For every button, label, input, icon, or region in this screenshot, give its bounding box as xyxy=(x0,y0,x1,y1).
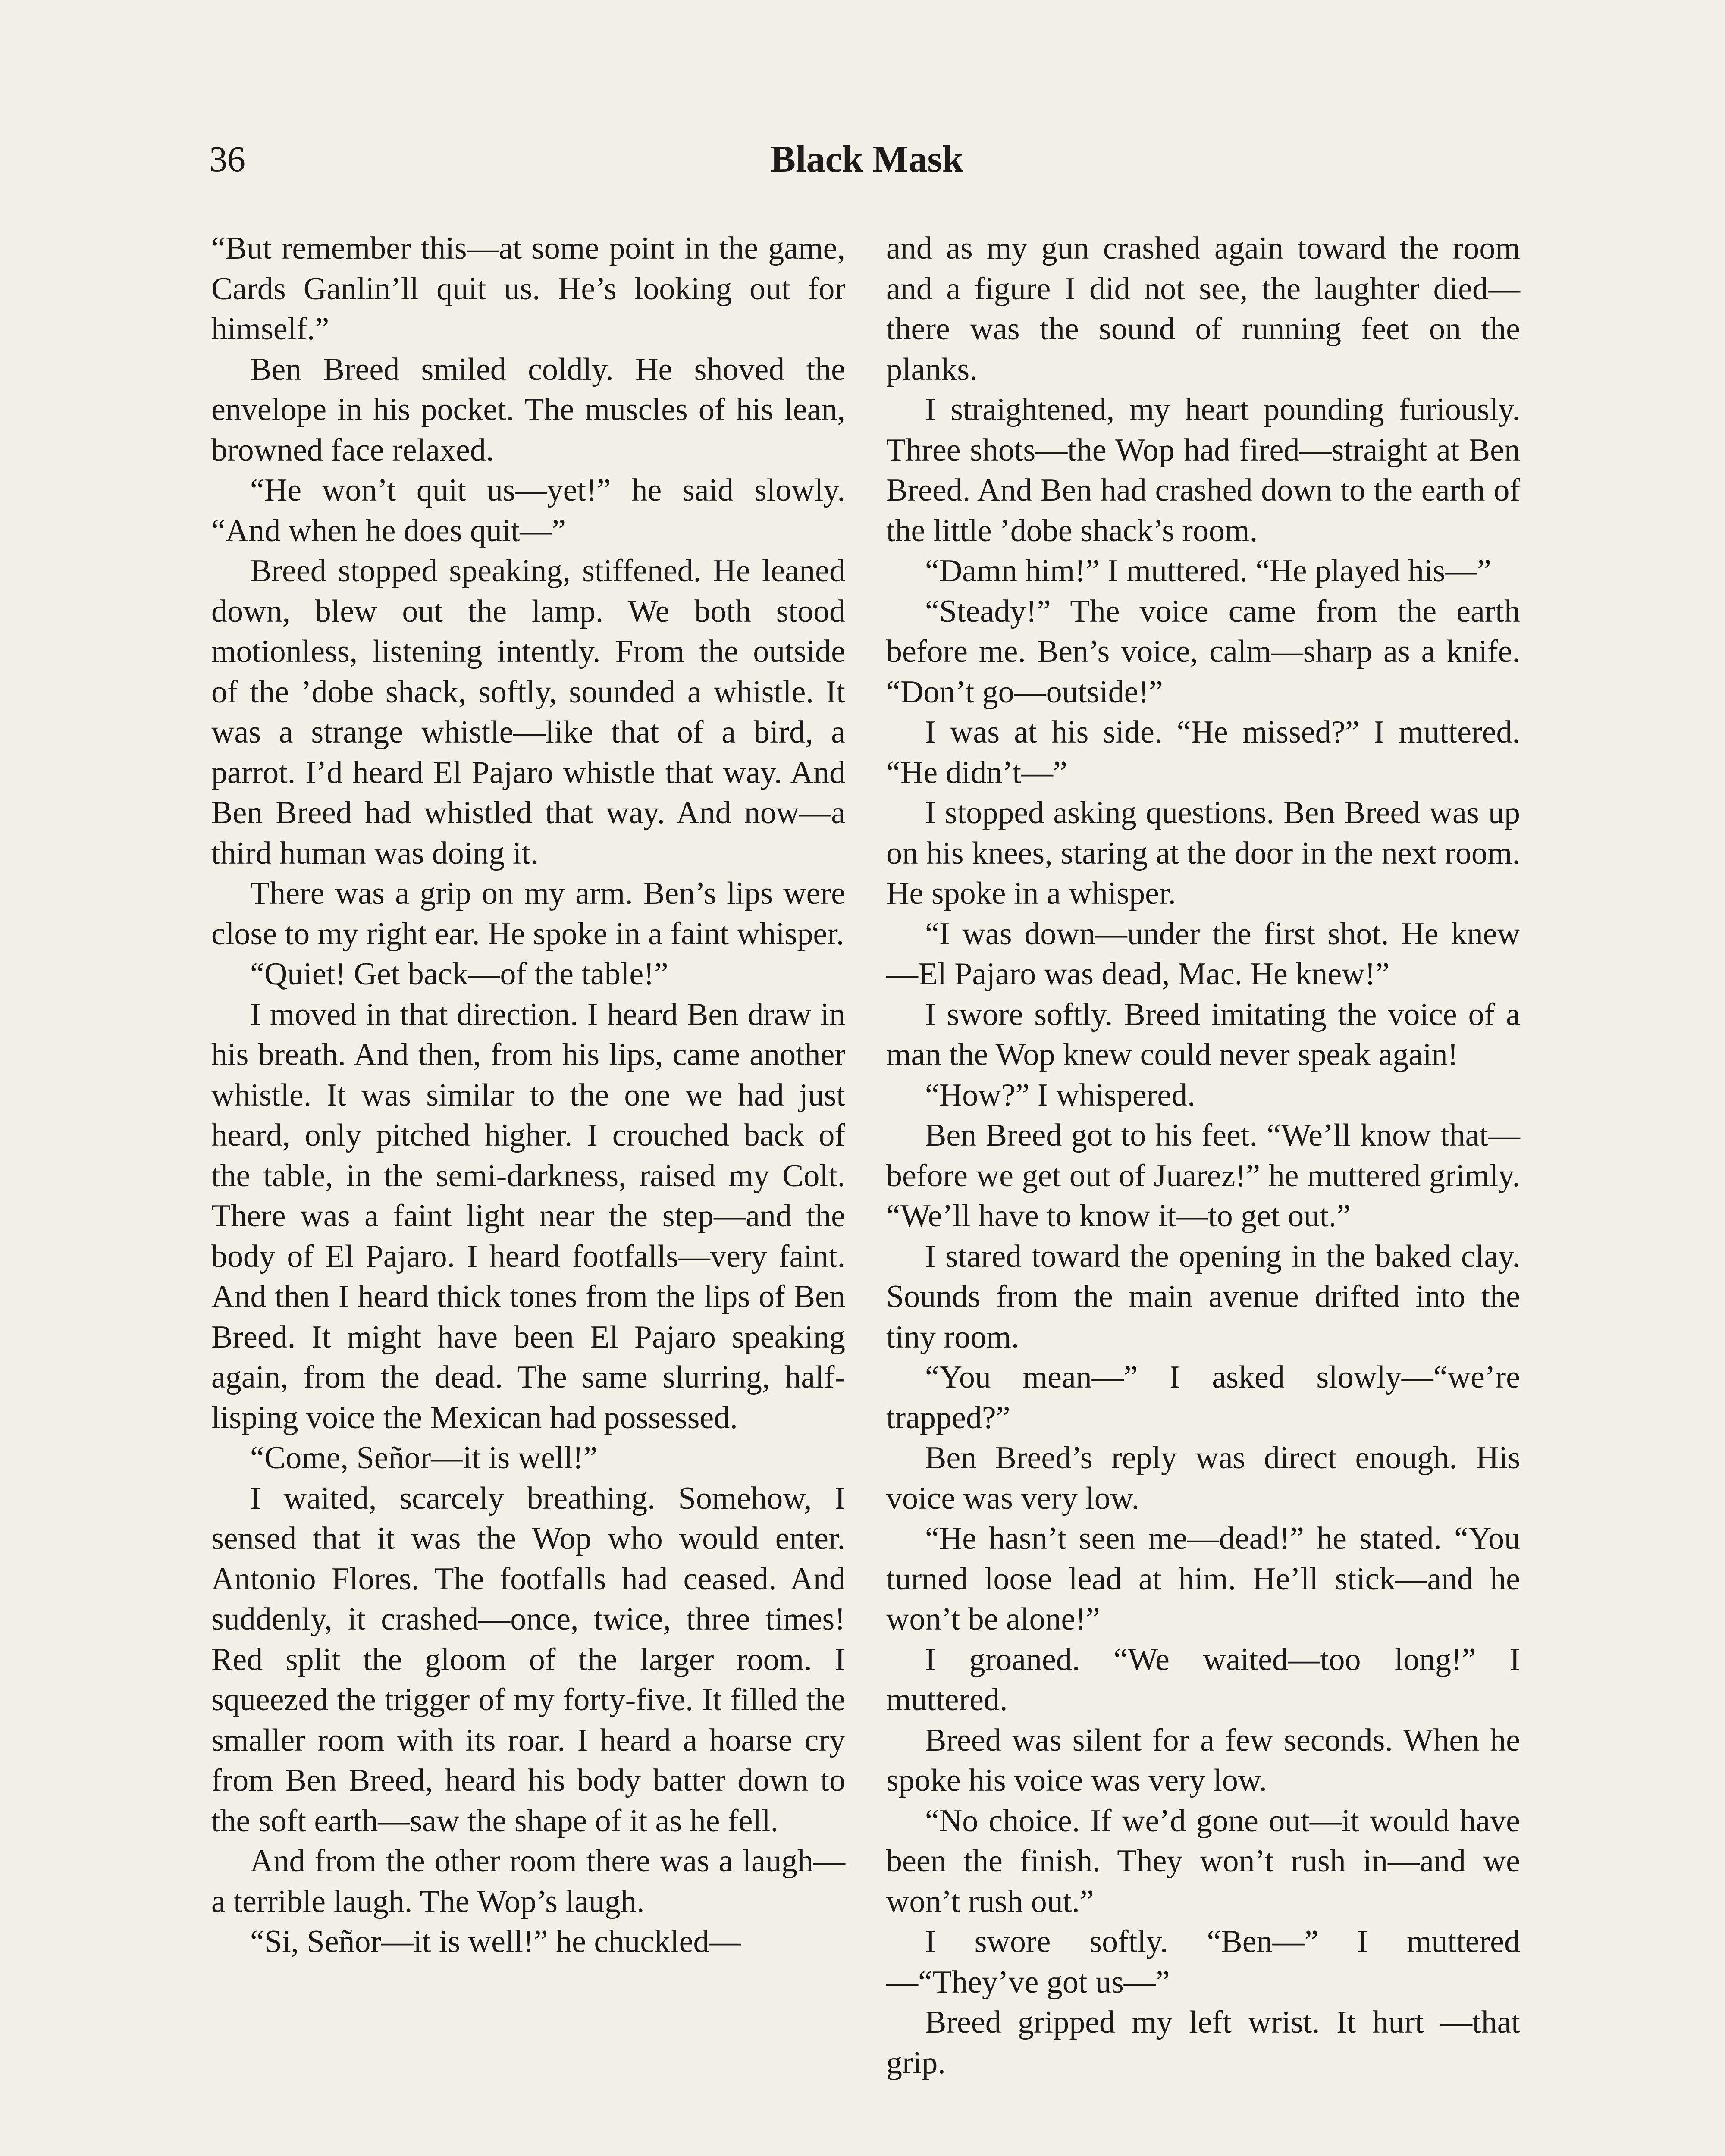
paragraph: I stopped asking questions. Ben Breed was up on his knees, staring at the door in the next room. He spoke in a whisper. xyxy=(886,795,1520,911)
paragraph: “But remember this—at some point in the game, Cards Ganlin’ll quit us. He’s looking out for himself.” xyxy=(211,231,845,347)
paragraph: “I was down—under the first shot. He knew—El Pajaro was dead, Mac. He knew!” xyxy=(886,916,1520,992)
paragraph: “Damn him!” I muttered. “He played his—” xyxy=(925,553,1492,589)
paragraph: “He hasn’t seen me—dead!” he stated. “You turned loose lead at him. He’ll stick—and he won’t be alone!” xyxy=(886,1521,1520,1637)
paragraph: There was a grip on my arm. Ben’s lips were close to my right ear. He spoke in a faint whisper. xyxy=(211,876,845,952)
paragraph: “Quiet! Get back—of the table!” xyxy=(250,956,668,992)
paragraph: I groaned. “We waited—too long!” I muttered. xyxy=(886,1642,1520,1717)
paragraph: Breed was silent for a few seconds. When he spoke his voice was very low. xyxy=(886,1722,1520,1798)
paragraph: Breed gripped my left wrist. It hurt —that grip. xyxy=(886,2005,1520,2081)
paragraph: Ben Breed’s reply was direct enough. His voice was very low. xyxy=(886,1440,1520,1516)
paragraph: I swore softly. “Ben—” I muttered —“They’ve got us—” xyxy=(886,1924,1520,2000)
paragraph: I waited, scarcely breathing. Somehow, I sensed that it was the Wop who would enter. Antonio Flores. The footfalls had ceased. And suddenly, it crashed—once, twice, three times! Red split the gloom of the larger room. I squeezed the trigger of my forty-five. It filled the smaller room with its roar. I heard a hoarse cry from Ben Breed, heard his body batter down to the soft earth—saw the shape of it as he fell. xyxy=(211,1480,845,1839)
paragraph: “You mean—” I asked slowly—“we’re trapped?” xyxy=(886,1360,1520,1435)
paragraph: Ben Breed smiled coldly. He shoved the envelope in his pocket. The muscles of his lean, browned face relaxed. xyxy=(211,351,845,468)
paragraph: I swore softly. Breed imitating the voice of a man the Wop knew could never speak again! xyxy=(886,997,1520,1072)
paragraph: “No choice. If we’d gone out—it would have been the finish. They won’t rush in—and we won’t rush out.” xyxy=(886,1803,1520,1919)
paragraph: I straightened, my heart pounding furiously. Three shots—the Wop had fired—straight at Ben Breed. And Ben had crashed down to the earth of the little ’dobe shack’s room. xyxy=(886,392,1520,548)
paragraph: “Steady!” The voice came from the earth before me. Ben’s voice, calm—sharp as a knife. “Don’t go—outside!” xyxy=(886,593,1520,710)
page-number: 36 xyxy=(209,139,245,179)
paragraph: And from the other room there was a laugh—a terrible laugh. The Wop’s laugh. xyxy=(211,1843,845,1919)
paragraph: I stared toward the opening in the baked clay. Sounds from the main avenue drifted into the tiny room. xyxy=(886,1238,1520,1355)
paragraph: “Si, Señor—it is well!” he chuckled— xyxy=(250,1924,741,1959)
paragraph: “Come, Señor—it is well!” xyxy=(250,1440,598,1476)
paragraph: I moved in that direction. I heard Ben draw in his breath. And then, from his lips, came another whistle. It was similar to the one we had just heard, only pitched higher. I crouched back of the table, in the semi-darkness, raised my Colt. There was a faint light near the step—and the body of El Pajaro. I heard footfalls—very faint. And then I heard thick tones from the lips of Ben Breed. It might have been El Pajaro speaking again, from the dead. The same slurring, half-lisping voice the Mexican had possessed. xyxy=(211,997,845,1435)
page-header xyxy=(209,138,1524,194)
paragraph: Ben Breed got to his feet. “We’ll know that—before we get out of Juarez!” he muttered grimly. “We’ll have to know it—to get out.” xyxy=(886,1118,1520,1234)
paragraph: and as my gun crashed again toward the room and a figure I did not see, the laughter died—there was the sound of running feet on the planks. xyxy=(886,231,1520,387)
left-text-column xyxy=(211,229,845,1962)
paragraph: “He won’t quit us—yet!” he said slowly. “And when he does quit—” xyxy=(211,473,845,548)
paragraph: Breed stopped speaking, stiffened. He leaned down, blew out the lamp. We both stood motionless, listening intently. From the outside of the ’dobe shack, softly, sounded a whistle. It was a strange whistle—like that of a bird, a parrot. I’d heard El Pajaro whistle that way. And Ben Breed had whistled that way. And now—a third human was doing it. xyxy=(211,553,845,871)
magazine-title: Black Mask xyxy=(770,138,963,180)
right-text-column xyxy=(886,229,1520,2083)
paragraph: “How?” I whispered. xyxy=(925,1077,1195,1113)
paragraph: I was at his side. “He missed?” I muttered. “He didn’t—” xyxy=(886,714,1520,790)
